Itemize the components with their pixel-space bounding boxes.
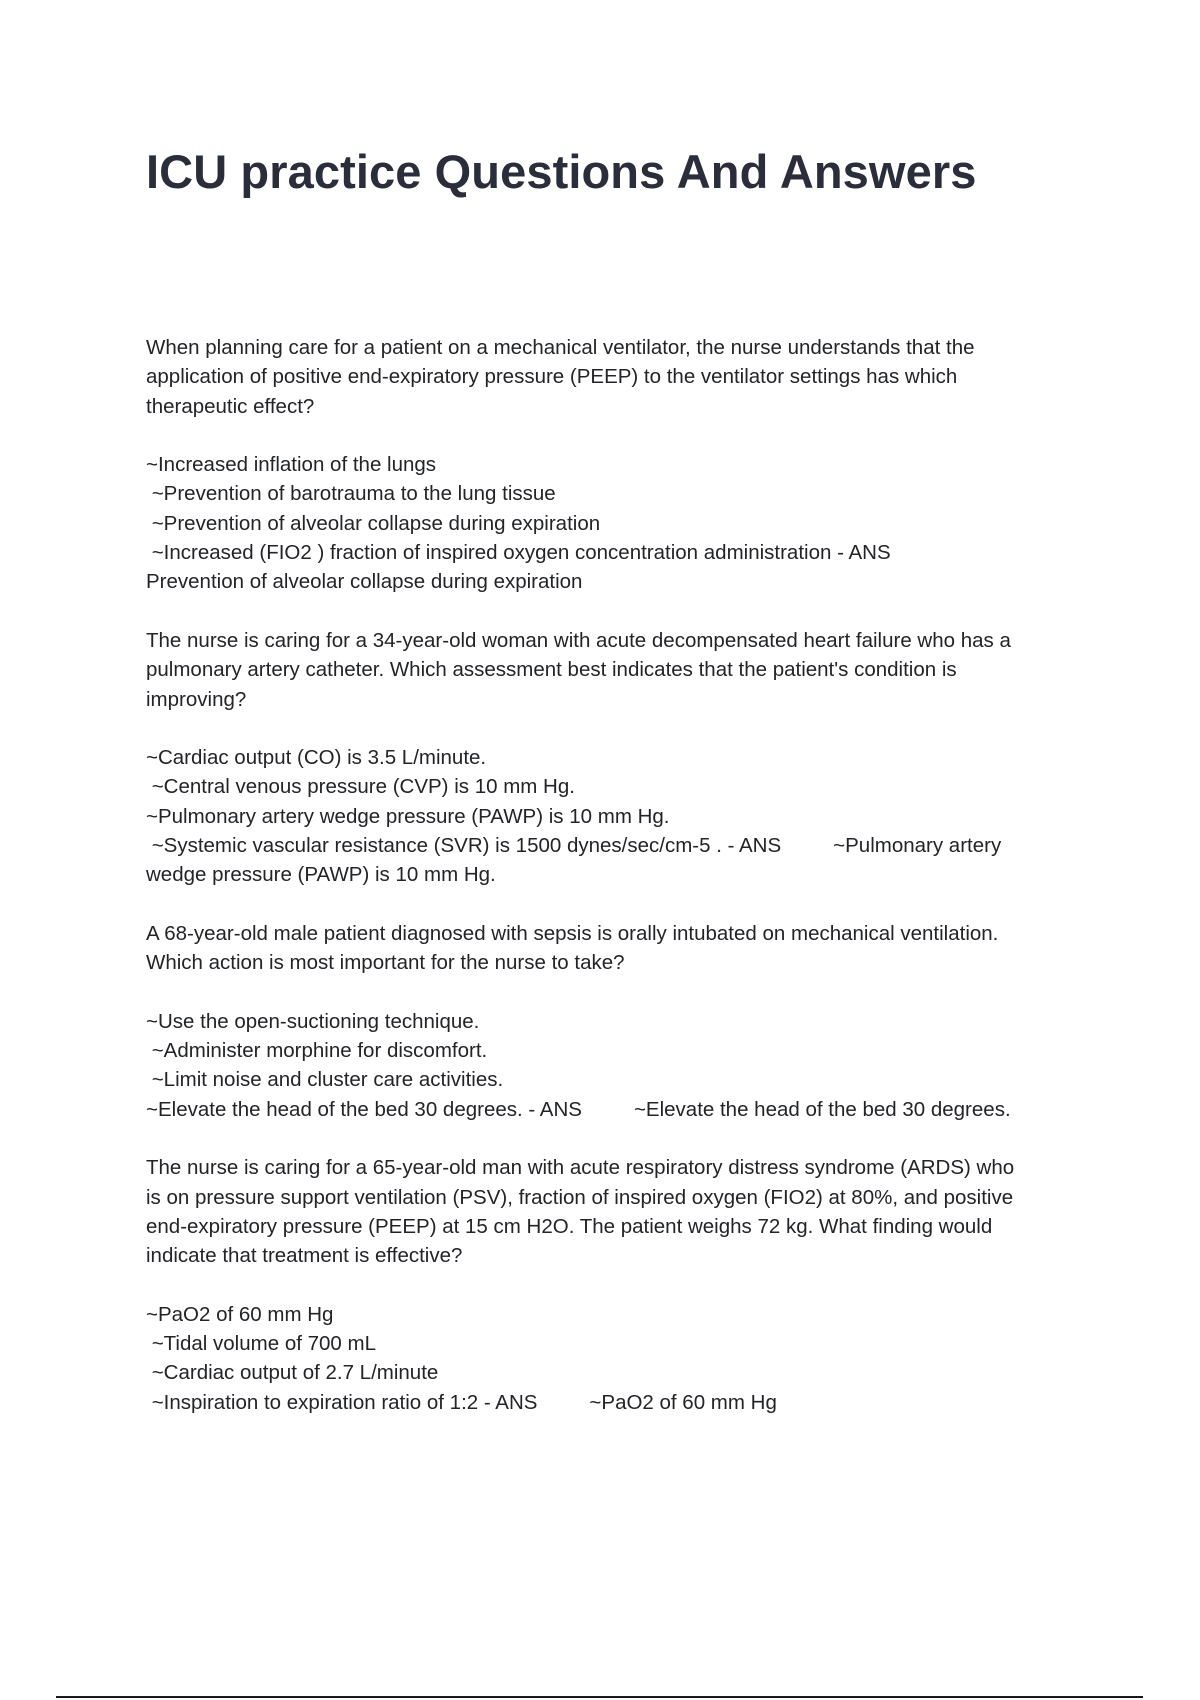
answer-option: ~Increased (FIO2 ) fraction of inspired oxygen concentration administration - ANS [146, 541, 891, 565]
answer-option: ~Prevention of alveolar collapse during expiration [146, 511, 601, 535]
answer-option: ~Systemic vascular resistance (SVR) is 1500 dynes/sec/cm-5 . - ANS [146, 834, 782, 858]
question-stem-line: pulmonary artery catheter. Which assessment best indicates that the patient's condition is [146, 658, 957, 682]
answer-option: ~Limit noise and cluster care activities. [146, 1068, 504, 1092]
correct-answer: Prevention of alveolar collapse during expiration [146, 570, 583, 594]
question-stem-line: Which action is most important for the nurse to take? [146, 951, 625, 975]
answer-option-with-answer [146, 1095, 1106, 1124]
answer-option: ~PaO2 of 60 mm Hg [146, 1302, 334, 1326]
correct-answer: ~PaO2 of 60 mm Hg [589, 1390, 777, 1414]
answer-option-with-answer [146, 1388, 1106, 1417]
question-stem-line: The nurse is caring for a 65-year-old man with acute respiratory distress syndrome (ARDS) who [146, 1156, 1015, 1180]
question-stem-line: The nurse is caring for a 34-year-old woman with acute decompensated heart failure who has a [146, 628, 1011, 652]
question-stem-line: end-expiratory pressure (PEEP) at 15 cm H2O. The patient weighs 72 kg. What finding would [146, 1214, 993, 1238]
question-block-2 [146, 626, 1106, 890]
question-stem-line: improving? [146, 687, 247, 711]
answer-option: ~Increased inflation of the lungs [146, 453, 437, 477]
correct-answer: wedge pressure (PAWP) is 10 mm Hg. [146, 863, 496, 887]
page-title: ICU practice Questions And Answers [146, 145, 977, 198]
question-block-1 [146, 333, 1106, 597]
answer-option: ~Inspiration to expiration ratio of 1:2 - ANS [146, 1390, 538, 1414]
answer-option: ~Elevate the head of the bed 30 degrees. - ANS [146, 1097, 582, 1121]
qa-content [146, 333, 1106, 1417]
question-block-3 [146, 919, 1106, 1124]
question-stem-line: therapeutic effect? [146, 394, 315, 418]
question-stem-line: is on pressure support ventilation (PSV), fraction of inspired oxygen (FIO2) at 80%, and positive [146, 1185, 1014, 1209]
footer-divider [56, 1696, 1143, 1698]
answer-option: ~Tidal volume of 700 mL [146, 1332, 376, 1356]
correct-answer: ~Pulmonary artery [833, 834, 1002, 858]
answer-option: ~Cardiac output of 2.7 L/minute [146, 1361, 439, 1385]
question-stem-line: application of positive end-expiratory pressure (PEEP) to the ventilator settings has which [146, 365, 958, 389]
answer-option: ~Cardiac output (CO) is 3.5 L/minute. [146, 746, 487, 770]
question-block-4 [146, 1153, 1106, 1417]
answer-option: ~Administer morphine for discomfort. [146, 1039, 488, 1063]
answer-option: ~Use the open-suctioning technique. [146, 1009, 480, 1033]
answer-option: ~Pulmonary artery wedge pressure (PAWP) is 10 mm Hg. [146, 804, 670, 828]
question-stem-line: indicate that treatment is effective? [146, 1244, 463, 1268]
question-stem-line: A 68-year-old male patient diagnosed with sepsis is orally intubated on mechanical ventilation. [146, 921, 999, 945]
question-stem-line: When planning care for a patient on a mechanical ventilator, the nurse understands that the [146, 336, 975, 359]
answer-option: ~Prevention of barotrauma to the lung tissue [146, 482, 556, 506]
answer-option: ~Central venous pressure (CVP) is 10 mm Hg. [146, 775, 575, 799]
correct-answer: ~Elevate the head of the bed 30 degrees. [633, 1097, 1011, 1121]
answer-option-with-answer [146, 831, 1106, 860]
